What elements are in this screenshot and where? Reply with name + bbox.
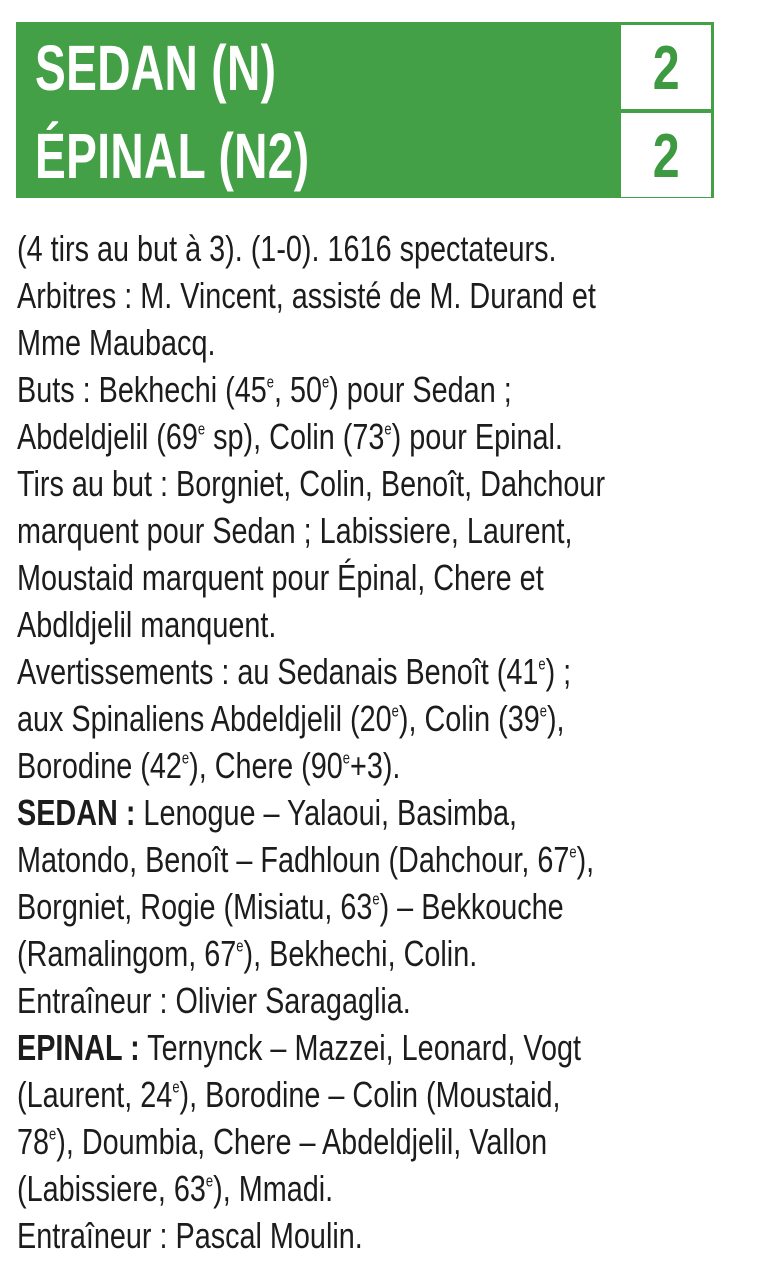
away-score: 2 (652, 122, 680, 191)
report-line-home-lineup-cont-3: (Ramalingom, 67e), Bekhechi, Colin. (17, 933, 478, 974)
report-line-away-lineup-cont-3: (Labissiere, 63e), Mmadi. (17, 1168, 334, 1209)
home-lineup-text: Lenogue – Yalaoui, Basimba, (143, 792, 518, 833)
report-line-away-lineup (17, 1024, 609, 1071)
away-score-box (621, 113, 711, 197)
report-line-penalties: Tirs au but : Borgniet, Colin, Benoît, Dahchour (17, 463, 606, 504)
report-line-referees-cont: Mme Maubacq. (17, 322, 216, 363)
report-line-away-coach: Entraîneur : Pascal Moulin. (17, 1215, 363, 1256)
report-line-bookings-cont-1: aux Spinaliens Abdeldjelil (20e), Colin (39e), (17, 698, 565, 739)
report-line-goals-cont: Abdeldjelil (69e sp), Colin (73e) pour Epinal. (17, 416, 563, 457)
home-team-name: SEDAN (N) (35, 32, 277, 104)
report-line-away-lineup-cont-2: 78e), Doumbia, Chere – Abdeldjelil, Vallon (17, 1121, 548, 1162)
home-score-box (621, 25, 711, 109)
report-line-home-coach: Entraîneur : Olivier Saragaglia. (17, 980, 411, 1021)
match-report (17, 225, 757, 1259)
away-team-name: ÉPINAL (N2) (35, 120, 310, 192)
home-lineup-label: SEDAN : (17, 792, 136, 833)
report-line-penalties-cont-2: Moustaid marquent pour Épinal, Chere et (17, 557, 544, 598)
score-row-home (19, 25, 711, 109)
report-line-home-lineup-cont-2: Borgniet, Rogie (Misiatu, 63e) – Bekkouche (17, 886, 564, 927)
report-line-home-lineup (17, 789, 609, 836)
report-line-penalties-cont-1: marquent pour Sedan ; Labissiere, Laurent, (17, 510, 573, 551)
report-line-goals: Buts : Bekhechi (45e, 50e) pour Sedan ; (17, 369, 512, 410)
report-line-away-lineup-cont-1: (Laurent, 24e), Borodine – Colin (Moustaid, (17, 1074, 561, 1115)
score-row-away (19, 113, 711, 197)
home-score: 2 (652, 34, 680, 103)
report-line-bookings: Avertissements : au Sedanais Benoît (41e) ; (17, 651, 572, 692)
report-line-referees: Arbitres : M. Vincent, assisté de M. Durand et (17, 275, 596, 316)
report-line-home-lineup-cont-1: Matondo, Benoît – Fadhloun (Dahchour, 67e), (17, 839, 595, 880)
report-line-summary: (4 tirs au but à 3). (1-0). 1616 spectateurs. (17, 228, 557, 269)
scoreboard (16, 22, 714, 198)
away-lineup-text: Ternynck – Mazzei, Leonard, Vogt (147, 1027, 582, 1068)
away-lineup-label: EPINAL : (17, 1027, 140, 1068)
report-line-penalties-cont-3: Abdldjelil manquent. (17, 604, 277, 645)
report-line-bookings-cont-2: Borodine (42e), Chere $(90^e+3)$. (17, 745, 401, 786)
